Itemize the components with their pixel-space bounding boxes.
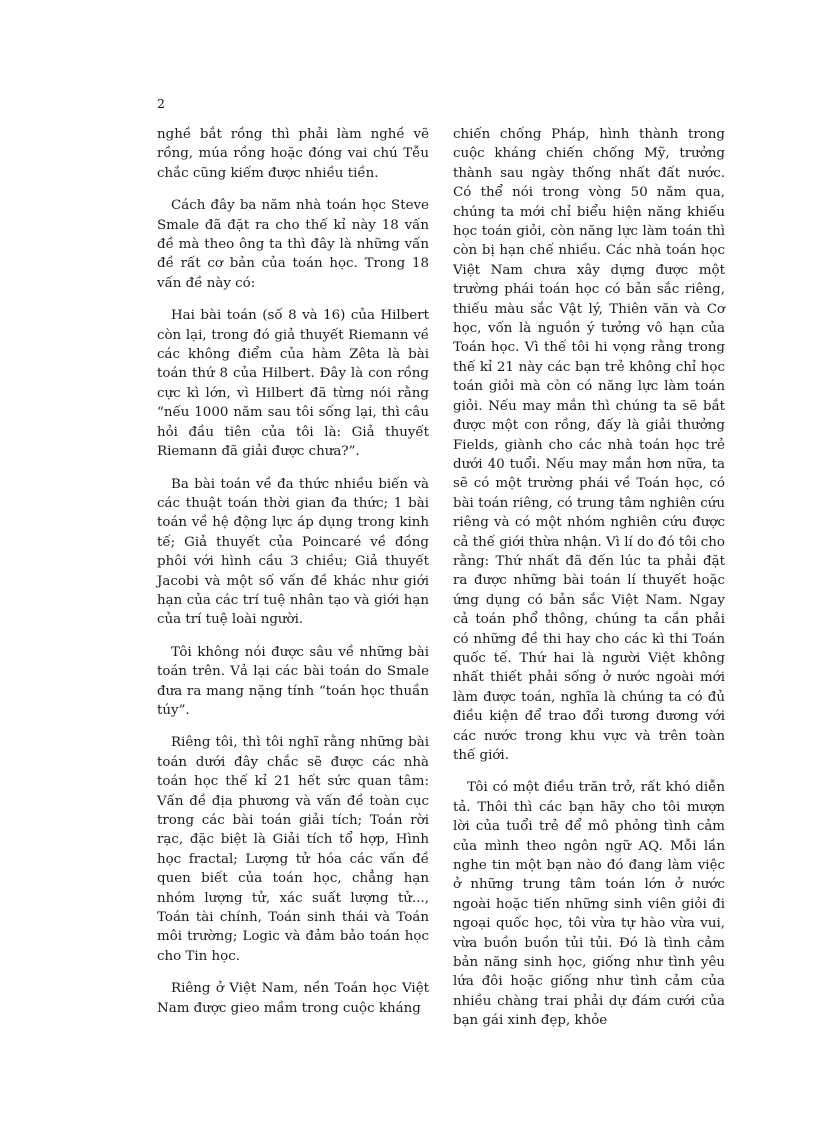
- paragraph: Cách đây ba năm nhà toán học Steve Smale đã đặt ra cho thế kỉ này 18 vấn đề mà theo ông ta thì đây là những vấn đề rất cơ bản của toán học. Trong 18 vấn đề này có:: [157, 198, 429, 291]
- right-column: [453, 125, 725, 1044]
- paragraph: chiến chống Pháp, hình thành trong cuộc kháng chiến chống Mỹ, trưởng thành sau ngày thống nhất đất nước. Có thể nói trong vòng 50 năm qua, chúng ta mới chỉ biểu hiện năng khiếu học toán giỏi, còn năng lực làm toán thì còn bị hạn chế nhiều. Các nhà toán học Việt Nam chưa xây dựng được một trường phái toán học có bản sắc riêng, thiếu màu sắc Vật lý, Thiên văn và Cơ học, vốn là nguồn ý tưởng vô hạn của Toán học. Vì thế tôi hi vọng rằng trong thế kỉ 21 này các bạn trẻ không chỉ học toán giỏi mà còn có năng lực làm toán giỏi. Nếu may mắn thì chúng ta sẽ bắt được một con rồng, đấy là giải thưởng Fields, giành cho các nhà toán học trẻ dưới 40 tuổi. Nếu may mắn hơn nữa, ta sẽ có một trường phái về Toán học, có bài toán riêng, có trung tâm nghiên cứu riêng và có một nhóm nghiên cứu được cả thế giới thừa nhận. Vì lí do đó tôi cho rằng: Thứ nhất đã đến lúc ta phải đặt ra được những bài toán lí thuyết hoặc ứng dụng có bản sắc Việt Nam. Ngay cả toán phổ thông, chúng ta cần phải có những đề thi hay cho các kì thi Toán quốc tế. Thứ hai là người Việt không nhất thiết phải sống ở nước ngoài mới làm được toán, nghĩa là chúng ta có đủ điều kiện để trao đổi tương đương với các nước trong khu vực và trên toàn thế giới.: [453, 127, 725, 763]
- paragraph: Riêng tôi, thì tôi nghĩ rằng những bài toán dưới đây chắc sẽ được các nhà toán học thế kỉ 21 hết sức quan tâm: Vấn đề địa phương và vấn đề toàn cục trong các bài toán giải tích; Toán rời rạc, đặc biệt là Giải tích tổ hợp, Hình học fractal; Lượng tử hóa các vấn đề quen biết của toán học, chẳng hạn nhóm lượng tử, xác suất lượng tử..., Toán tài chính, Toán sinh thái và Toán môi trường; Logic và đảm bảo toán học cho Tin học.: [157, 735, 429, 964]
- paragraph: nghề bắt rồng thì phải làm nghề vẽ rồng, múa rồng hoặc đóng vai chú Tễu chắc cũng kiếm được nhiều tiền.: [157, 127, 429, 181]
- paragraph: Tôi không nói được sâu về những bài toán trên. Vả lại các bài toán do Smale đưa ra mang nặng tính “toán học thuần túy”.: [157, 644, 429, 718]
- paragraph: Tôi có một điều trăn trở, rất khó diễn tả. Thôi thì các bạn hãy cho tôi mượn lời của tuổi trẻ để mô phỏng tình cảm của mình theo ngôn ngữ AQ. Mỗi lần nghe tin một bạn nào đó đang làm việc ở những trung tâm toán lớn ở nước ngoài hoặc tiến những sinh viên giỏi đi ngoại quốc học, tôi vừa tự hào vừa vui, vừa buồn buồn tủi tủi. Đó là tình cảm bản năng sinh học, giống như tình yêu lứa đôi hoặc giống như tình cảm của nhiều chàng trai phải dự đám cưới của bạn gái xinh đẹp, khỏe: [453, 780, 725, 1029]
- paragraph: Hai bài toán (số 8 và 16) của Hilbert còn lại, trong đó giả thuyết Riemann về các không điểm của hàm Zêta là bài toán thứ 8 của Hilbert. Đây là con rồng cực kì lớn, vì Hilbert đã từng nói rằng “nếu 1000 năm sau tôi sống lại, thì câu hỏi đầu tiên của tôi là: Giả thuyết Riemann đã giải được chưa?”.: [157, 308, 429, 460]
- left-column: [157, 125, 429, 1031]
- page-number: 2: [157, 96, 165, 111]
- paragraph: Ba bài toán về đa thức nhiều biến và các thuật toán thời gian đa thức; 1 bài toán về hệ động lực áp dụng trong kinh tế; Giả thuyết của Poincaré về đồng phôi với hình cầu 3 chiều; Giả thuyết Jacobi và một số vấn đề khác như giới hạn của các trí tuệ nhân tạo và giới hạn của trí tuệ loài người.: [157, 476, 429, 628]
- paragraph: Riêng ở Việt Nam, nền Toán học Việt Nam được gieo mầm trong cuộc kháng: [157, 981, 429, 1016]
